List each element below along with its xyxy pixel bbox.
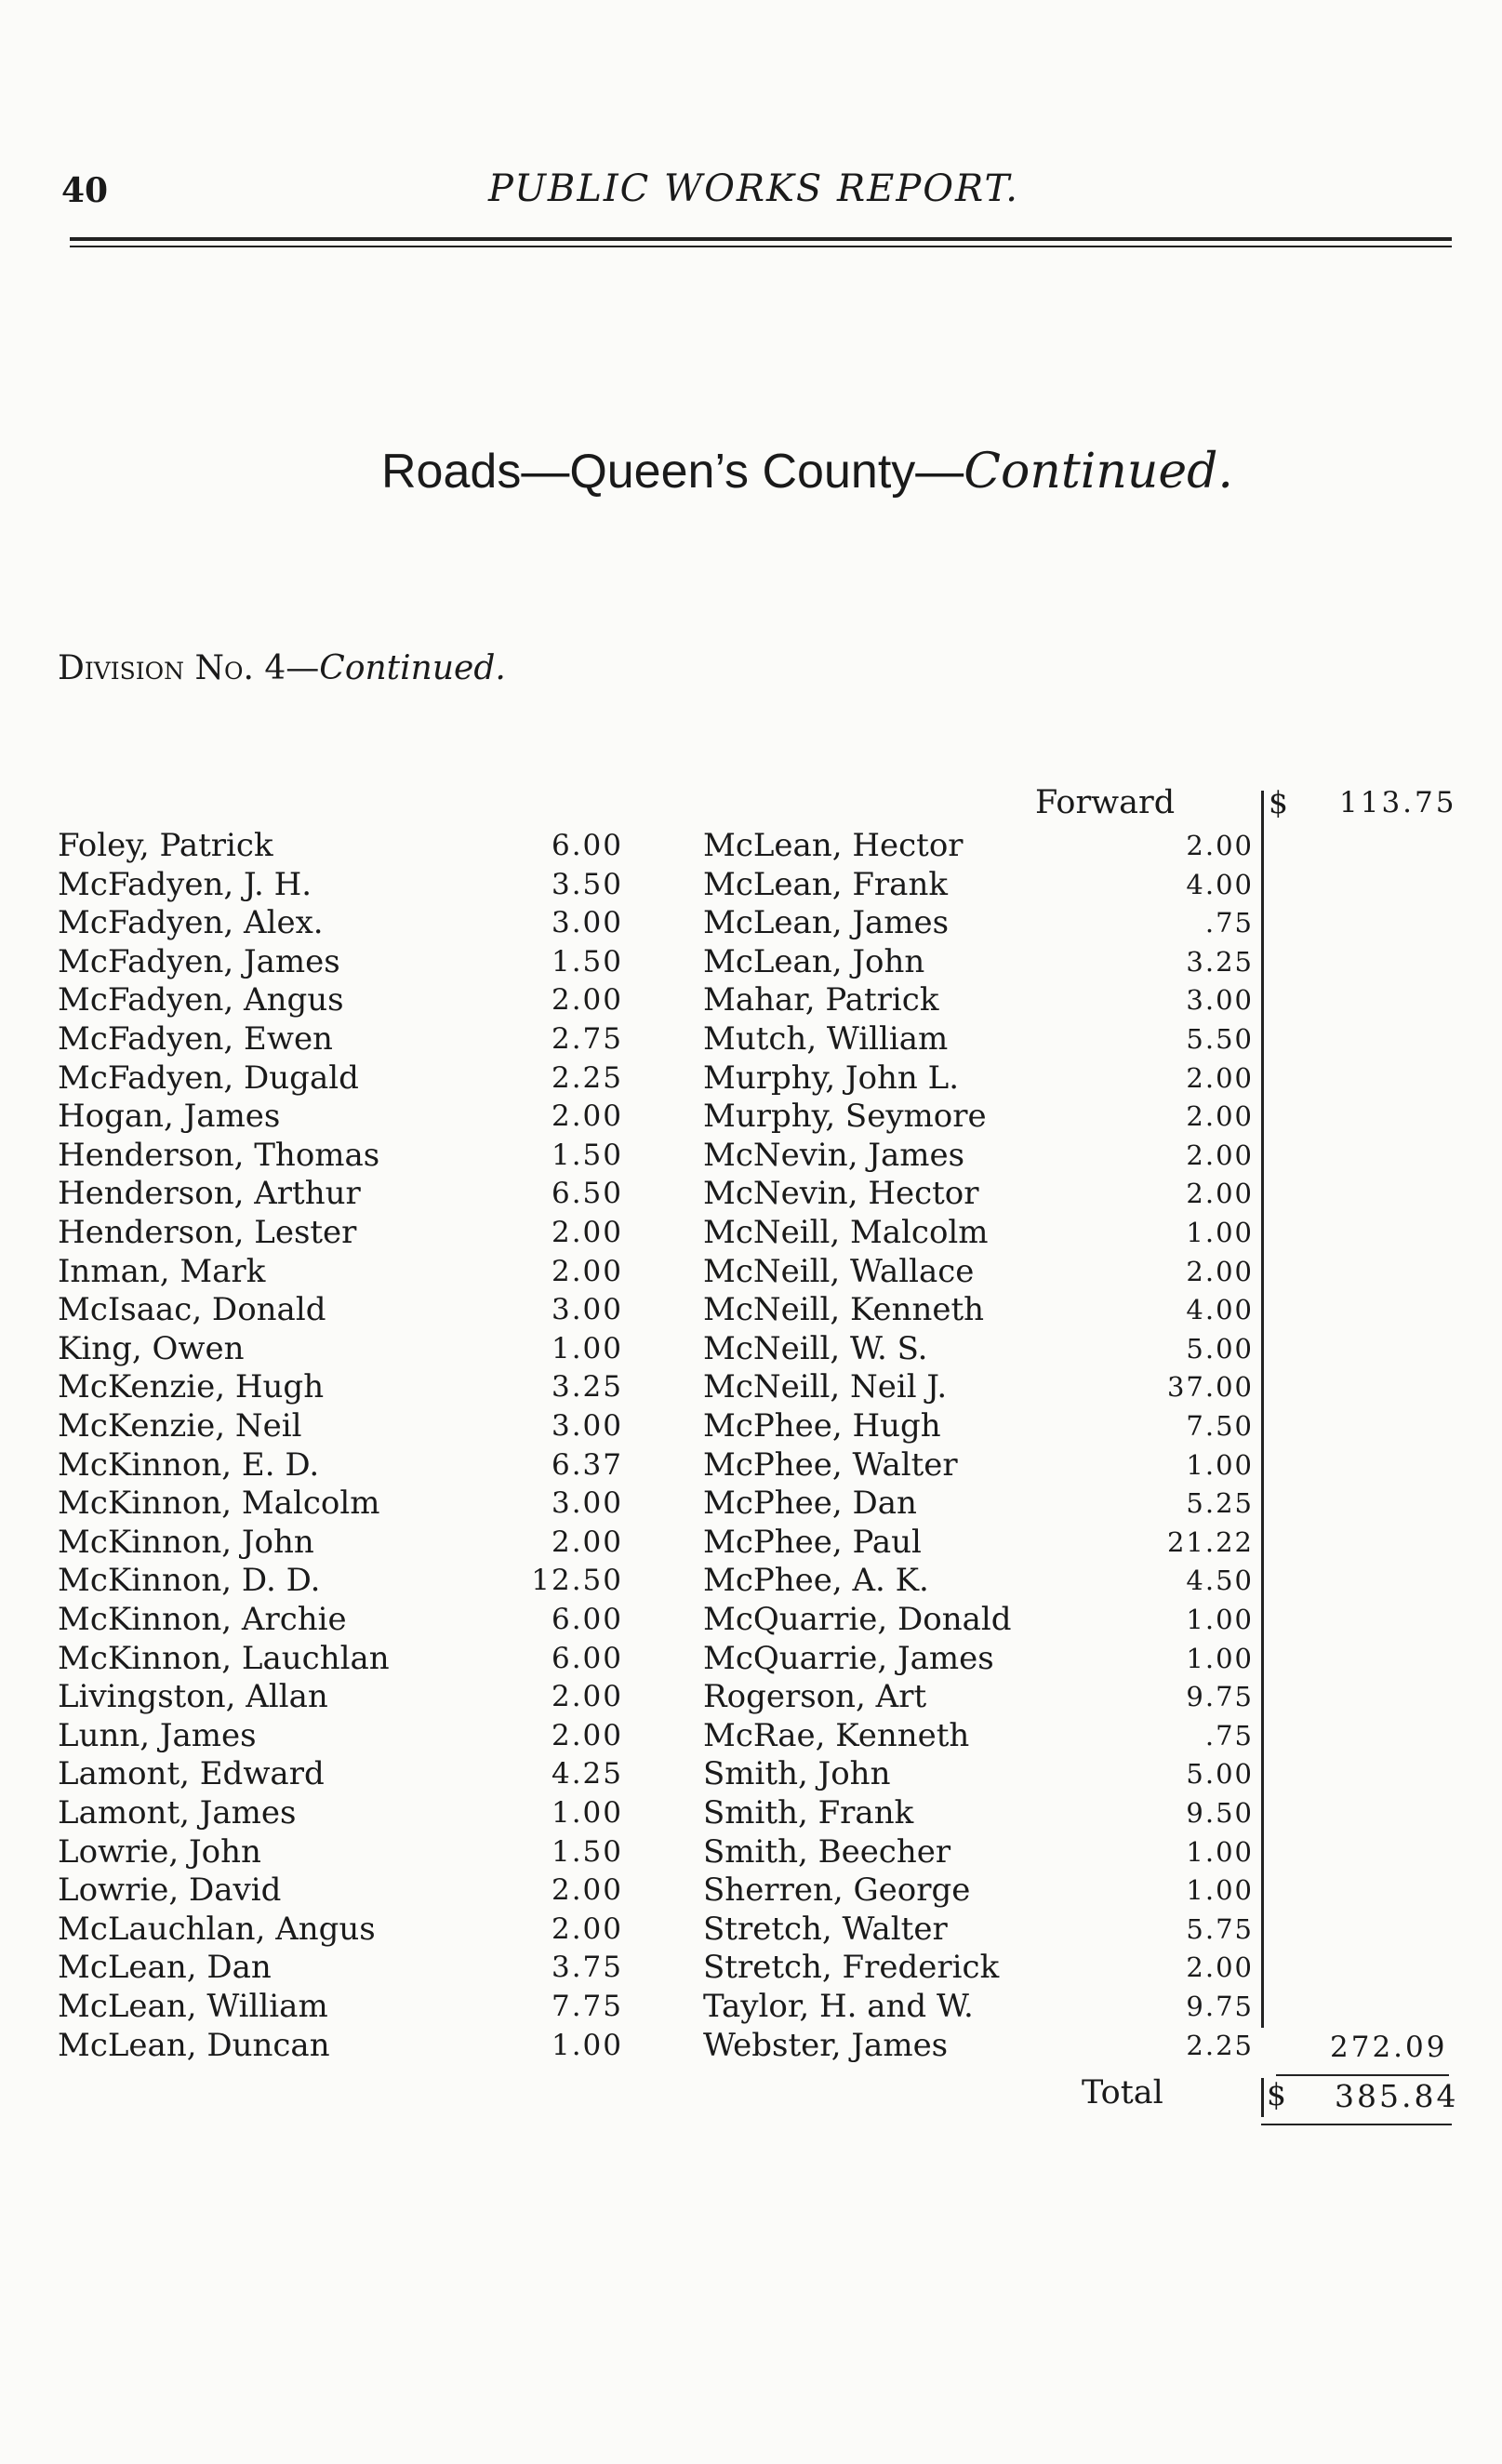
entry-name: McPhee, Hugh xyxy=(703,1407,941,1445)
amount-column-rule xyxy=(1261,791,1264,2028)
entry-name: King, Owen xyxy=(58,1330,245,1367)
entry-name: McKinnon, D. D. xyxy=(58,1562,321,1599)
header-rule-thin xyxy=(70,246,1452,247)
entry-name: McKenzie, Neil xyxy=(58,1407,302,1445)
entry-amount: 4.25 xyxy=(551,1757,623,1791)
entry-amount: 2.00 xyxy=(551,1680,623,1713)
entry-amount: 7.75 xyxy=(551,1990,623,2023)
entry-name: Stretch, Walter xyxy=(703,1911,948,1948)
entry-name: Lowrie, John xyxy=(58,1833,261,1871)
entry-name: McKenzie, Hugh xyxy=(58,1368,325,1405)
entry-amount: 2.00 xyxy=(551,983,623,1017)
entry-name: Foley, Patrick xyxy=(58,827,273,864)
entry-amount: 3.00 xyxy=(1186,984,1254,1016)
entry-name: McFadyen, James xyxy=(58,943,340,980)
entry-name: McPhee, Paul xyxy=(703,1524,922,1561)
entry-name: McNeill, Kenneth xyxy=(703,1291,985,1328)
entry-amount: 1.00 xyxy=(1186,1874,1254,1906)
entry-name: McLauchlan, Angus xyxy=(58,1911,376,1948)
entry-amount: 2.00 xyxy=(551,1719,623,1752)
entry-name: McFadyen, Ewen xyxy=(58,1020,333,1058)
entry-name: Mutch, William xyxy=(703,1020,949,1058)
entry-name: McNeill, Wallace xyxy=(703,1253,975,1290)
entry-amount: 6.50 xyxy=(551,1177,623,1210)
entry-amount: 9.75 xyxy=(1186,1991,1254,2022)
entry-name: McPhee, Walter xyxy=(703,1446,958,1484)
entry-amount: .75 xyxy=(1204,907,1254,939)
entry-amount: 1.50 xyxy=(551,1835,623,1869)
entry-name: Stretch, Frederick xyxy=(703,1949,1000,1986)
entry-name: McNevin, James xyxy=(703,1137,965,1174)
entry-amount: 5.00 xyxy=(1186,1758,1254,1790)
entry-amount: 3.25 xyxy=(1186,946,1254,978)
entry-amount: 7.50 xyxy=(1186,1410,1254,1442)
entry-amount: 2.00 xyxy=(1186,830,1254,861)
entry-amount: 3.00 xyxy=(551,906,623,939)
section-title-continued: Continued. xyxy=(964,444,1233,499)
entry-name: McFadyen, J. H. xyxy=(58,866,312,903)
entry-amount: 2.00 xyxy=(1186,1256,1254,1287)
entry-amount: 2.25 xyxy=(551,1061,623,1095)
entry-name: McLean, John xyxy=(703,943,925,980)
entry-amount: 5.50 xyxy=(1186,1023,1254,1055)
entry-amount: 3.00 xyxy=(551,1293,623,1326)
entry-amount: 2.00 xyxy=(1186,1139,1254,1171)
entry-name: McQuarrie, James xyxy=(703,1640,994,1677)
entry-amount: 4.00 xyxy=(1186,869,1254,900)
grand-total-rule xyxy=(1261,2124,1452,2125)
entry-name: McIsaac, Donald xyxy=(58,1291,326,1328)
entry-amount: 9.50 xyxy=(1186,1797,1254,1829)
entry-name: Livingston, Allan xyxy=(58,1678,328,1715)
entry-amount: 3.00 xyxy=(551,1409,623,1443)
entry-amount: 1.00 xyxy=(1186,1449,1254,1481)
entry-amount: 12.50 xyxy=(531,1564,623,1597)
entry-name: Henderson, Thomas xyxy=(58,1137,380,1174)
entry-name: McFadyen, Angus xyxy=(58,981,344,1019)
entry-name: Sherren, George xyxy=(703,1871,971,1909)
entry-amount: 1.00 xyxy=(551,2029,623,2062)
entry-amount: 1.50 xyxy=(551,945,623,979)
entry-name: McFadyen, Dugald xyxy=(58,1059,359,1097)
division-continued: Continued. xyxy=(319,649,506,687)
entry-name: McNeill, Neil J. xyxy=(703,1368,948,1405)
entry-amount: 2.00 xyxy=(1186,1062,1254,1094)
entry-name: Rogerson, Art xyxy=(703,1678,927,1715)
entry-name: Murphy, Seymore xyxy=(703,1098,987,1135)
entry-amount: 2.25 xyxy=(1186,2030,1254,2061)
subtotal-rule xyxy=(1276,2074,1449,2076)
entry-amount: 2.00 xyxy=(551,1099,623,1133)
entry-amount: 9.75 xyxy=(1186,1681,1254,1712)
entry-name: McKinnon, Malcolm xyxy=(58,1485,380,1522)
entry-amount: 6.00 xyxy=(551,1642,623,1675)
entry-amount: 2.00 xyxy=(551,1525,623,1559)
entry-amount: 5.75 xyxy=(1186,1913,1254,1945)
entry-name: Inman, Mark xyxy=(58,1253,266,1290)
entry-amount: 37.00 xyxy=(1166,1371,1254,1403)
entry-name: Lunn, James xyxy=(58,1717,257,1754)
entry-amount: 3.50 xyxy=(551,868,623,901)
entry-name: Henderson, Arthur xyxy=(58,1175,361,1212)
entry-amount: 2.00 xyxy=(551,1912,623,1946)
entry-amount: 2.00 xyxy=(1186,1178,1254,1209)
entry-amount: 1.00 xyxy=(551,1796,623,1830)
entry-name: Smith, Frank xyxy=(703,1794,914,1831)
entry-amount: 1.50 xyxy=(551,1139,623,1172)
entry-amount: 2.00 xyxy=(551,1873,623,1907)
forward-label: Forward xyxy=(1035,784,1176,821)
entry-name: Murphy, John L. xyxy=(703,1059,960,1097)
entry-name: Lowrie, David xyxy=(58,1871,282,1909)
entry-name: McFadyen, Alex. xyxy=(58,904,324,941)
section-title-main: Roads—Queen’s County— xyxy=(381,445,964,499)
total-dollar-sign: $ xyxy=(1267,2076,1286,2112)
header-rule-thick xyxy=(70,237,1452,241)
entry-amount: 2.75 xyxy=(551,1022,623,1056)
entry-amount: 6.37 xyxy=(551,1448,623,1482)
entry-name: McKinnon, E. D. xyxy=(58,1446,320,1484)
entry-name: Smith, John xyxy=(703,1755,891,1792)
entry-name: Smith, Beecher xyxy=(703,1833,951,1871)
entry-amount: 2.00 xyxy=(1186,1951,1254,1983)
entry-amount: 6.00 xyxy=(551,829,623,862)
entry-name: Henderson, Lester xyxy=(58,1214,357,1251)
forward-amount: 113.75 xyxy=(1339,786,1457,819)
entry-amount: 4.00 xyxy=(1186,1294,1254,1325)
entry-name: McLean, Dan xyxy=(58,1949,272,1986)
division-label: Division No. 4— xyxy=(58,649,320,687)
entry-name: McLean, William xyxy=(58,1988,328,2025)
running-head: PUBLIC WORKS REPORT. xyxy=(488,167,1019,210)
entry-amount: 5.25 xyxy=(1186,1487,1254,1519)
entry-name: McNeill, W. S. xyxy=(703,1330,928,1367)
page-number: 40 xyxy=(61,171,109,210)
entry-name: McLean, Duncan xyxy=(58,2027,330,2064)
entry-name: McLean, Hector xyxy=(703,827,964,864)
entry-amount: 1.00 xyxy=(1186,1836,1254,1868)
total-column-rule xyxy=(1261,2078,1264,2117)
entry-name: Hogan, James xyxy=(58,1098,281,1135)
section-title xyxy=(381,444,1233,499)
entry-amount: 1.00 xyxy=(1186,1217,1254,1248)
entry-name: Mahar, Patrick xyxy=(703,981,939,1019)
entry-amount: 1.00 xyxy=(551,1332,623,1365)
entry-name: Webster, James xyxy=(703,2027,949,2064)
entry-amount: 21.22 xyxy=(1166,1526,1254,1558)
entry-name: McNeill, Malcolm xyxy=(703,1214,989,1251)
entry-name: McLean, James xyxy=(703,904,950,941)
entry-amount: .75 xyxy=(1204,1720,1254,1751)
entry-name: McQuarrie, Donald xyxy=(703,1601,1012,1638)
entry-amount: 2.00 xyxy=(1186,1100,1254,1132)
entry-amount: 4.50 xyxy=(1186,1565,1254,1596)
column-subtotal: 272.09 xyxy=(1330,2031,1448,2064)
entry-amount: 3.25 xyxy=(551,1370,623,1404)
entry-name: McLean, Frank xyxy=(703,866,948,903)
entry-name: McPhee, Dan xyxy=(703,1485,917,1522)
entry-name: McPhee, A. K. xyxy=(703,1562,929,1599)
total-label: Total xyxy=(1082,2074,1163,2111)
entry-amount: 6.00 xyxy=(551,1603,623,1636)
entry-name: Lamont, Edward xyxy=(58,1755,325,1792)
grand-total: 385.84 xyxy=(1335,2078,1459,2114)
entry-amount: 1.00 xyxy=(1186,1643,1254,1674)
entry-name: McRae, Kenneth xyxy=(703,1717,970,1754)
entry-name: McKinnon, John xyxy=(58,1524,314,1561)
entry-amount: 3.75 xyxy=(551,1951,623,1984)
entry-name: Taylor, H. and W. xyxy=(703,1988,974,2025)
entry-name: McKinnon, Lauchlan xyxy=(58,1640,390,1677)
entry-amount: 2.00 xyxy=(551,1255,623,1288)
entry-amount: 2.00 xyxy=(551,1216,623,1249)
entry-amount: 1.00 xyxy=(1186,1604,1254,1635)
entry-name: McNevin, Hector xyxy=(703,1175,979,1212)
entry-name: McKinnon, Archie xyxy=(58,1601,347,1638)
entry-amount: 5.00 xyxy=(1186,1333,1254,1365)
entry-name: Lamont, James xyxy=(58,1794,297,1831)
division-heading xyxy=(58,649,506,687)
entry-amount: 3.00 xyxy=(551,1486,623,1520)
forward-dollar-sign: $ xyxy=(1269,784,1288,820)
